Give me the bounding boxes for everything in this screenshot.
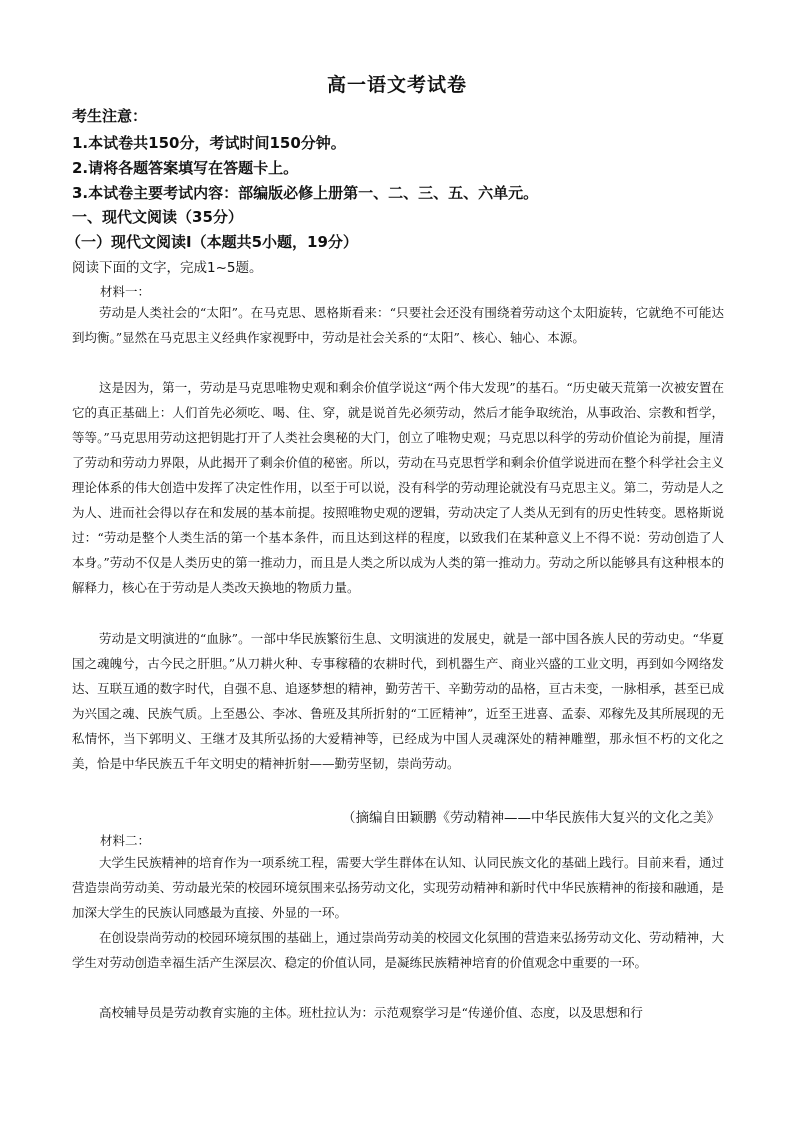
- material-2-label: 材料二：: [100, 833, 151, 848]
- notice-item-1: 1.本试卷共150分，考试时间150分钟。: [72, 134, 346, 152]
- reading-instruction: 阅读下面的文字，完成1~5题。: [72, 260, 263, 276]
- material-1-paragraph: 这是因为，第一，劳动是马克思唯物史观和剩余价值学说这“两个伟大发现”的基石。“历史破天荒第一次被安置在它的真正基础上：人们首先必须吃、喝、住、穿，就是说首先必须劳动，然后才能争取统治，从事政治、宗教和哲学，等等。”马克思用劳动这把钥匙打开了人类社会奥秘的大门，创立了唯物史观；马克思以科学的劳动价值论为前提，厘清了劳动和劳动力界限，从此揭开了剩余价值的秘密。所以，劳动在马克思哲学和剩余价值学说进而在整个科学社会主义理论体系的伟大创造中发挥了决定性作用，以至于可以说，没有科学的劳动理论就没有马克思主义。第二，劳动是人之为人、进而社会得以存在和发展的基本前提。按照唯物史观的逻辑，劳动决定了人类从无到有的历史性转变。恩格斯说过：“劳动是整个人类生活的第一个基本条件，而且达到这样的程度，以致我们在某种意义上不得不说：劳动创造了人本身。”劳动不仅是人类历史的第一推动力，而且是人类之所以成为人类的第一推动力。劳动之所以能够具有这种根本的解释力，核心在于劳动是人类改天换地的物质力量。: [72, 380, 724, 595]
- material-2-paragraph: 在创设崇尚劳动的校园环境氛围的基础上，通过崇尚劳动美的校园文化氛围的营造来弘扬劳动文化、劳动精神，大学生对劳动创造幸福生活产生深层次、稳定的价值认同，是凝练民族精神培育的价值观念中重要的一环。: [72, 930, 725, 970]
- notice-item-3: 3.本试卷主要考试内容：部编版必修上册第一、二、三、五、六单元。: [72, 184, 539, 202]
- notice-heading: 考生注意：: [72, 107, 148, 125]
- material-1-label: 材料一：: [100, 284, 151, 299]
- material-2-paragraph: 高校辅导员是劳动教育实施的主体。班杜拉认为：示范观察学习是“传递价值、态度，以及思想和行: [99, 1005, 643, 1020]
- material-1-source: （摘编自田颖鹏《劳动精神——中华民族伟大复兴的文化之美》: [342, 810, 720, 826]
- page-title: 高一语文考试卷: [326, 74, 467, 96]
- notice-item-2: 2.请将各题答案填写在答题卡上。: [72, 159, 299, 177]
- section-heading: 一、现代文阅读（35分）: [72, 208, 243, 226]
- material-2-paragraph: 大学生民族精神的培育作为一项系统工程，需要大学生群体在认知、认同民族文化的基础上践行。目前来看，通过营造崇尚劳动美、劳动最光荣的校园环境氛围来弘扬劳动文化，实现劳动精神和新时代中华民族精神的衔接和融通，是加深大学生的民族认同感最为直接、外显的一环。: [72, 855, 725, 920]
- sub-section-heading: （一）现代文阅读Ⅰ（本题共5小题，19分）: [66, 233, 358, 251]
- material-1-paragraph: 劳动是文明演进的“血脉”。一部中华民族繁衍生息、文明演进的发展史，就是一部中国各族人民的劳动史。“华夏国之魂魄兮，古今民之肝胆。”从刀耕火种、专事稼穑的农耕时代，到机器生产、商业兴盛的工业文明，再到如今网络发达、互联互通的数字时代，自强不息、追逐梦想的精神，勤劳苦干、辛勤劳动的品格，亘古未变，一脉相承，甚至已成为兴国之魂、民族气质。上至愚公、李冰、鲁班及其所折射的“工匠精神”，近至王进喜、孟泰、邓稼先及其所展现的无私情怀，当下郭明义、王继才及其所弘扬的大爱精神等，已经成为中国人灵魂深处的精神雕塑，那永恒不朽的文化之美，恰是中华民族五千年文明史的精神折射——勤劳坚韧，崇尚劳动。: [72, 631, 724, 771]
- material-1-paragraph: 劳动是人类社会的“太阳”。在马克思、恩格斯看来：“只要社会还没有围绕着劳动这个太阳旋转，它就绝不可能达到均衡。”显然在马克思主义经典作家视野中，劳动是社会关系的“太阳”、核心、轴心、本源。: [72, 305, 724, 345]
